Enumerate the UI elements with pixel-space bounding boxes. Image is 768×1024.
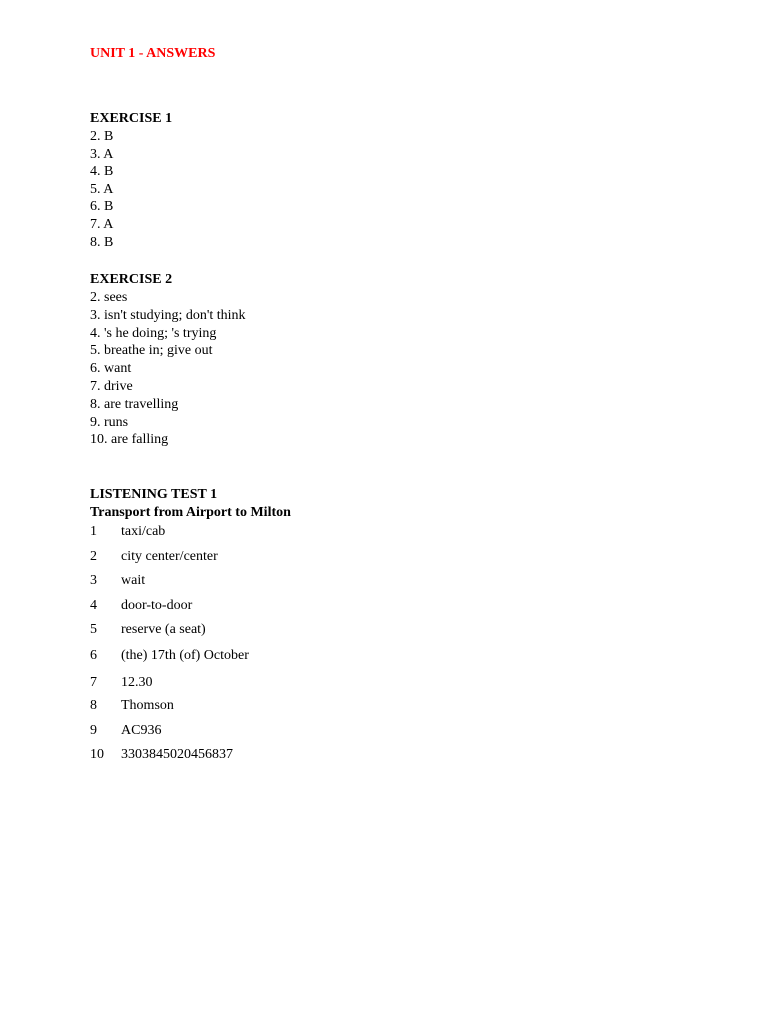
answer-number: 4 — [90, 598, 97, 613]
list-item: 4. 's he doing; 's trying — [90, 325, 217, 341]
list-item: 4. B — [90, 164, 114, 180]
list-item: 8. are travelling — [90, 396, 179, 412]
list-item — [90, 722, 161, 740]
exercise-1-answer-list — [90, 128, 172, 251]
list-item — [90, 746, 233, 764]
answer-number: 3 — [90, 573, 97, 588]
exercise-2-heading: EXERCISE 2 — [90, 272, 173, 287]
answer-text: AC936 — [121, 723, 162, 738]
answer-text: taxi/cab — [121, 524, 166, 539]
list-item — [90, 597, 192, 615]
answer-number: 5 — [90, 622, 97, 637]
exercise-2-answer-list — [90, 289, 246, 449]
list-item: 3. A — [90, 146, 114, 162]
answer-number: 9 — [90, 723, 97, 738]
answer-number: 8 — [90, 698, 97, 713]
list-item: 5. A — [90, 181, 114, 197]
list-item: 6. B — [90, 199, 114, 215]
list-item: 10. are falling — [90, 432, 169, 448]
list-item — [90, 523, 165, 541]
exercise-2-section — [90, 271, 246, 449]
list-item — [90, 647, 249, 665]
answer-text: wait — [121, 573, 146, 588]
answer-number: 2 — [90, 549, 97, 564]
listening-test-heading: LISTENING TEST 1 — [90, 487, 218, 502]
list-item: 6. want — [90, 361, 132, 377]
answer-text: reserve (a seat) — [121, 622, 206, 637]
list-item: 7. drive — [90, 378, 133, 394]
list-item: 5. breathe in; give out — [90, 343, 213, 359]
list-item — [90, 572, 145, 590]
list-item — [90, 697, 174, 715]
answer-number: 6 — [90, 648, 97, 663]
answer-number: 10 — [90, 747, 104, 762]
list-item: 8. B — [90, 234, 114, 250]
list-item — [90, 621, 206, 639]
list-item: 7. A — [90, 216, 114, 232]
answer-text: city center/center — [121, 549, 218, 564]
list-item: 9. runs — [90, 414, 129, 430]
answer-number: 1 — [90, 524, 97, 539]
list-item — [90, 548, 218, 566]
answer-text: door-to-door — [121, 598, 193, 613]
exercise-1-section — [90, 110, 172, 251]
exercise-1-heading: EXERCISE 1 — [90, 111, 173, 126]
answer-number: 7 — [90, 675, 97, 690]
list-item: 3. isn't studying; don't think — [90, 307, 246, 323]
answer-text: (the) 17th (of) October — [121, 648, 249, 663]
listening-test-subheading: Transport from Airport to Milton — [90, 505, 291, 520]
list-item: 2. B — [90, 129, 114, 144]
listening-test-section — [90, 486, 291, 762]
list-item: 2. sees — [90, 290, 128, 305]
answer-text: 3303845020456837 — [121, 747, 233, 762]
answer-text: 12.30 — [121, 675, 153, 690]
list-item — [90, 674, 153, 692]
page-title: UNIT 1 - ANSWERS — [90, 46, 216, 61]
answer-text: Thomson — [121, 698, 174, 713]
